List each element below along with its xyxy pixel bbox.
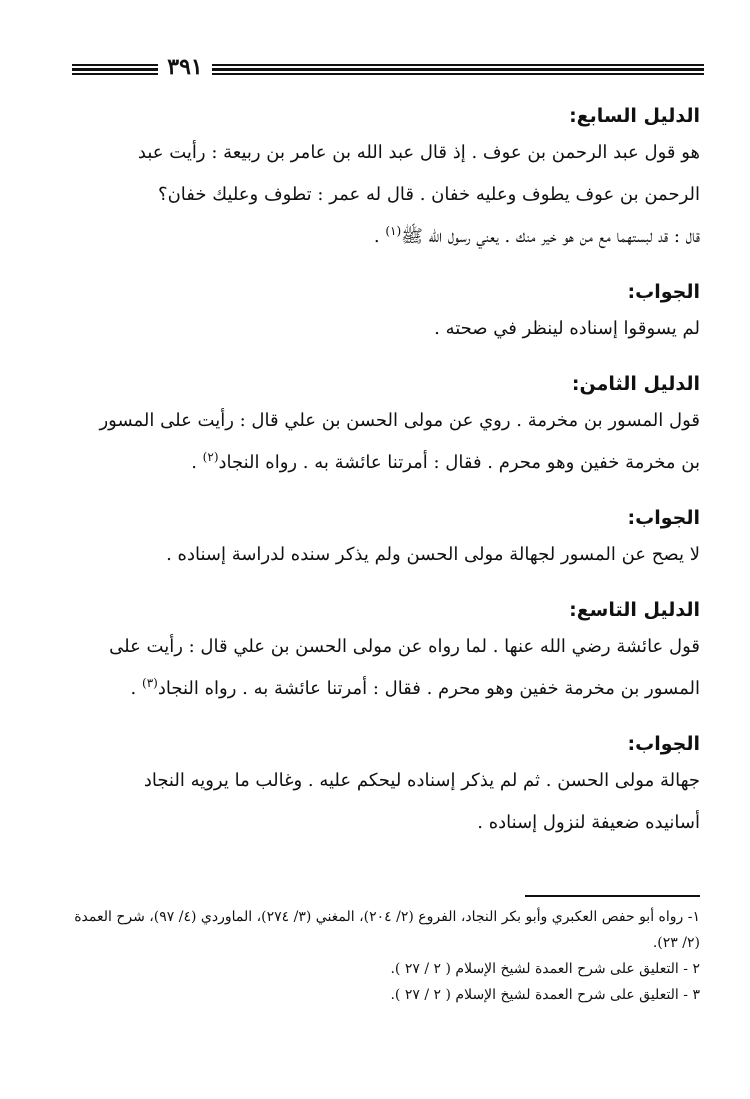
text-line: لا يصح عن المسور لجهالة مولى الحسن ولم يذكر سنده لدراسة إسناده .: [166, 544, 700, 565]
footnote: ٢ - التعليق على شرح العمدة لشيخ الإسلام ( ٢ / ٢٧ ).: [390, 961, 700, 977]
footnotes: [72, 904, 700, 1008]
text-line: قول عائشة رضي الله عنها . لما رواه عن مولى الحسن بن علي قال : رأيت على: [109, 636, 700, 657]
section-answer-1: [72, 276, 700, 350]
text-line: قول المسور بن مخرمة . روي عن مولى الحسن بن علي قال : رأيت على المسور: [99, 410, 700, 431]
text-line: قال : قد لبستهما مع من هو خير منك . يعني رسول الله ﷺ$^{(١)}$ .: [373, 224, 700, 247]
text-line: لم يسوقوا إسناده لينظر في صحته .: [434, 318, 700, 339]
page-number: ٣٩١: [167, 54, 203, 80]
footnote-ref: (٣): [142, 676, 158, 690]
page-header-rule: [72, 52, 704, 82]
section-heading: الدليل التاسع:: [569, 599, 700, 621]
footnote-ref: (١): [385, 224, 402, 238]
text-line: المسور بن مخرمة خفين وهو محرم . فقال : أمرتنا عائشة به . رواه النجاد$^{(٣)}$ .: [130, 676, 700, 699]
section-heading: الدليل السابع:: [569, 105, 700, 127]
footnote: ٣ - التعليق على شرح العمدة لشيخ الإسلام ( ٢ / ٢٧ ).: [390, 987, 700, 1003]
section-heading: الجواب:: [627, 507, 700, 529]
text-line: هو قول عبد الرحمن بن عوف . إذ قال عبد الله بن عامر بن ربيعة : رأيت عبد: [137, 142, 700, 163]
text-line: جهالة مولى الحسن . ثم لم يذكر إسناده ليحكم عليه . وغالب ما يرويه النجاد: [143, 770, 700, 791]
section-answer-3: [72, 728, 700, 844]
section-heading: الدليل الثامن:: [571, 373, 700, 395]
section-heading: الجواب:: [627, 281, 700, 303]
footnote-ref: (٢): [202, 450, 219, 464]
footnote: ١- رواه أبو حفص العكبري وأبو بكر النجاد، الفروع (٢/ ٢٠٤)، المغني (٣/ ٢٧٤)، الماوردي (٤/ ٩٧)، شرح العمدة (٢/ ٢٣).: [74, 909, 700, 951]
text-line: أسانيده ضعيفة لنزول إسناده .: [477, 812, 700, 833]
text-line-content: بن مخرمة خفين وهو محرم . فقال : أمرتنا عائشة به . رواه النجاد: [218, 452, 700, 473]
page-body: [72, 100, 700, 862]
header-rule-left: [72, 64, 158, 77]
header-rule-right: [212, 64, 704, 77]
text-line: الرحمن بن عوف يطوف وعليه خفان . قال له عمر : تطوف وعليك خفان؟: [158, 184, 700, 205]
text-line: بن مخرمة خفين وهو محرم . فقال : أمرتنا عائشة به . رواه النجاد$^{(٢)}$ .: [191, 450, 700, 473]
footnote-divider: [525, 895, 700, 897]
section-evidence-9: [72, 594, 700, 710]
text-line-content: قال : قد لبستهما مع من هو خير منك . يعني رسول الله ﷺ: [401, 226, 700, 247]
section-answer-2: [72, 502, 700, 576]
section-evidence-7: [72, 100, 700, 258]
text-line-content: المسور بن مخرمة خفين وهو محرم . فقال : أمرتنا عائشة به . رواه النجاد: [157, 678, 700, 699]
section-heading: الجواب:: [627, 733, 700, 755]
section-evidence-8: [72, 368, 700, 484]
